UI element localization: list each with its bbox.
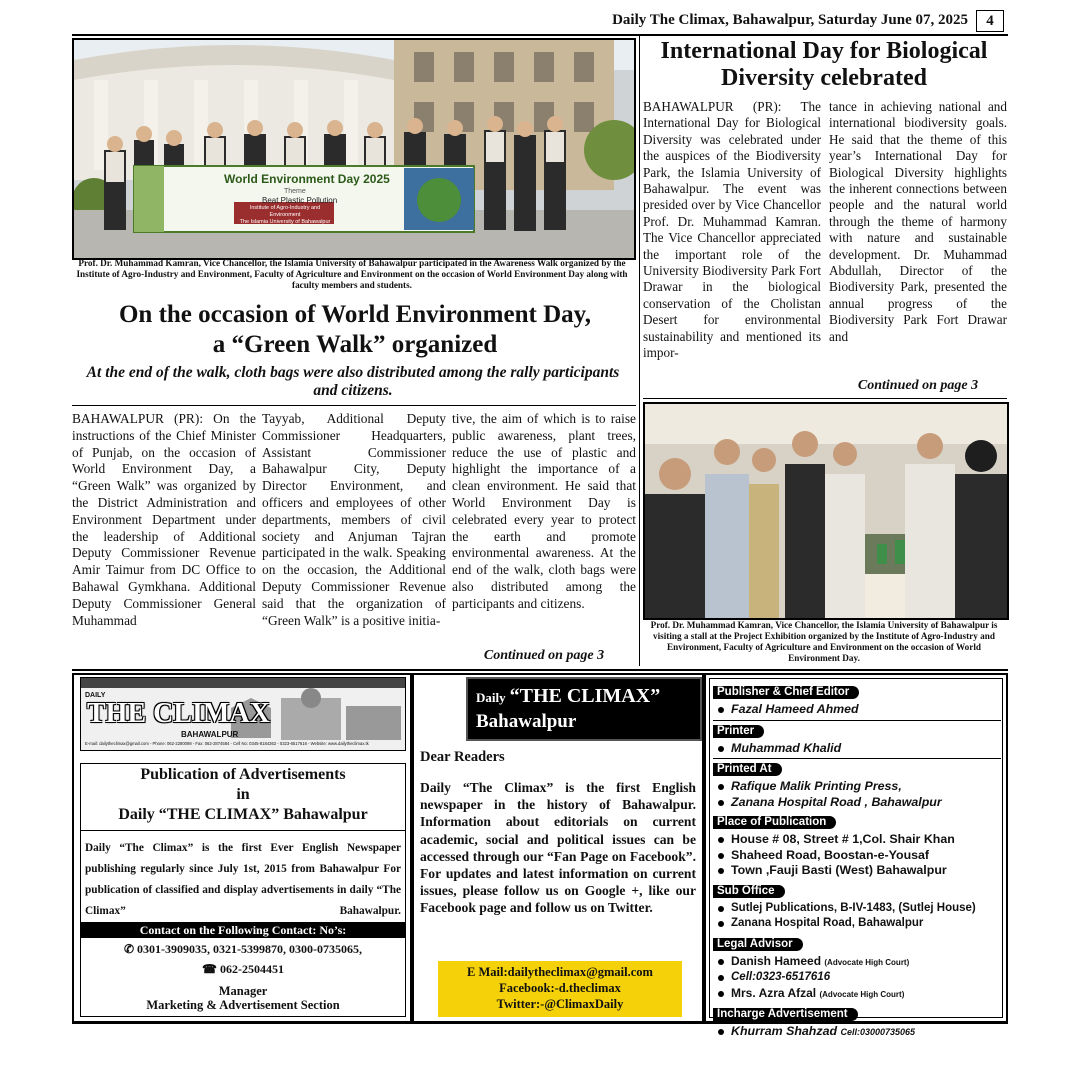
legal-advisor-1-cell: Cell:0323-6517616 (713, 970, 1001, 986)
story1-continued: Continued on page 3 (483, 648, 605, 663)
exhibition-photo (643, 402, 1009, 620)
readers-contact-box (438, 961, 682, 1017)
banner-theme: Beat Plastic Pollution (262, 196, 338, 205)
green-walk-photo-image (74, 40, 634, 258)
legal-advisor-2 (713, 986, 1001, 1003)
legal-advisor-1-name: Danish Hameed (731, 953, 822, 968)
logo-city: BAHAWALPUR (181, 730, 239, 739)
ad-inner-box (80, 763, 406, 1017)
imprint-content (713, 682, 1001, 1041)
story2-col1: BAHAWALPUR (PR): The International Day for Biological Diversity was celebrated under the auspices of the Biodiversity Park, the Islamia University of Bahawalpur. The event was presided over by Vice Chancellor Prof. Dr. Muhammad Kamran. The Vice Chancellor appreciated the important role of the University Biodiversity Park Fort Drawar in the biological conservation of the Cholistan Desert for environmental sustainability and mentioned its impor- (643, 99, 821, 361)
ad-contact-label: Contact on the Following Contact: No’s: (81, 922, 405, 938)
ad-manager: Manager (218, 984, 268, 998)
exhibition-photo-image (645, 404, 1007, 618)
label-incharge-ad (713, 1004, 1001, 1022)
story2-col2: tance in achieving national and international biodiversity goals. He said that the theme of this year’s International Day for Biological Diversity highlights the inherent connections between people and the natural world through the theme of harmony with nature and sustainable development. Dr. Muhammad Abdullah, Director of the Biodiversity Park, presented the annual progress of the Biodiversity Park Fort Drawar and (829, 99, 1007, 344)
printed-at-line2: Zanana Hospital Road , Bahawalpur (713, 795, 1001, 811)
ad-section: Marketing & Advertisement Section (146, 998, 340, 1012)
ad-landline (81, 962, 405, 977)
label-place-text: Place of Publication (713, 816, 836, 829)
ad-title-1: Publication of Advertisements (140, 766, 346, 783)
phone-icon: ✆ (123, 942, 138, 956)
publisher-name: Fazal Hameed Ahmed (713, 702, 1001, 718)
story1-col1: BAHAWALPUR (PR): On the instructions of the Chief Minister of Punjab, on the occasion of World Environment Day, a “Green Walk” was organized by the District Administration and Environment Department under the leadership of Additional Deputy Commissioner Revenue Amir Taimur from DC Office to Bahawal Gymkhana. Additional Deputy Commissioner General Muhammad (72, 411, 256, 628)
story1-col3: tive, the aim of which is to raise public awareness, plant trees, reduce the use of plastic and highlight the importance of a clean environment. He said that World Environment Day is celebrated every year to protect the earth and promote environmental awareness. At the end of the walk, cloth bags were also distributed among the participants and citizens. (452, 411, 636, 611)
story1-subhead: At the end of the walk, cloth bags were also distributed among the rally participants and citizens. (86, 364, 620, 399)
label-place (713, 812, 1001, 830)
label-publisher (713, 682, 1001, 700)
legal-advisor-1 (713, 954, 1001, 971)
logo-contacts: E-mail: dailytheclimax@gmail.com - Phone: 062-2280098 - Fax: 062-2874584 - Cell No: 0345-8184362 - 0323-6517616 - Website: www.dailytheclimax.tk (85, 741, 369, 746)
ad-body: Daily “The Climax” is the first Ever English Newspaper publishing regularly since July 1st, 2015 from Bahawalpur For publication of classified and display advertisements in daily “The Climax” Bahawalpur. (85, 842, 401, 917)
banner-org: Institute of Agro-Industry and Environment The Islamia University of Bahawalpur (239, 205, 331, 225)
incharge-ad (713, 1024, 1001, 1041)
green-walk-caption: Prof. Dr. Muhammad Kamran, Vice Chancellor, the Islamia University of Bahawalpur participated in the Awareness Walk organized by the Institute of Agro-Industry and Environment, Faculty of Agriculture and Environment on the occasion of World Environment Day along with faculty members and students. (76, 258, 628, 290)
green-walk-photo (72, 38, 636, 260)
readers-logo-daily: Daily (476, 690, 506, 705)
label-printer-text: Printer (713, 725, 764, 738)
page-number: 4 (976, 10, 1004, 32)
label-printer (713, 721, 1001, 739)
readers-greeting: Dear Readers (420, 749, 505, 765)
climax-logo-banner (80, 677, 406, 751)
legal-advisor-2-note: (Advocate High Court) (819, 989, 905, 999)
page-bottom-rule (72, 1022, 1008, 1024)
label-printed-at-text: Printed At (713, 763, 782, 776)
story2-rule (643, 398, 1007, 399)
readers-twitter[interactable]: Twitter:-@ClimaxDaily (496, 997, 624, 1011)
advertisement-box (72, 673, 412, 1023)
sub-office-line2: Zanana Hospital Road, Bahawalpur (713, 916, 1001, 932)
logo-title: THE CLIMAX (87, 698, 270, 729)
story1-headline: On the occasion of World Environment Day, a “Green Walk” organized (118, 301, 592, 358)
label-sub-office-text: Sub Office (713, 885, 785, 898)
label-incharge-ad-text: Incharge Advertisement (713, 1008, 858, 1021)
ad-phones-text: 0301-3909035, 0321-5399870, 0300-0735065, (137, 942, 363, 956)
label-sub-office (713, 881, 1001, 899)
printed-at-line1: Rafique Malik Printing Press, (713, 779, 1001, 795)
bottom-rule (72, 669, 1008, 671)
printer-name: Muhammad Khalid (713, 741, 1001, 757)
readers-box (412, 673, 704, 1023)
ad-title-3: Daily “THE CLIMAX” Bahawalpur (118, 806, 368, 823)
telephone-icon: ☎ (202, 962, 220, 976)
label-legal-advisor-text: Legal Advisor (713, 938, 803, 951)
readers-facebook[interactable]: Facebook:-d.theclimax (499, 981, 621, 995)
ad-phones (81, 942, 405, 957)
imprint-box (704, 673, 1008, 1038)
ad-title-rule (81, 830, 405, 831)
sub-office-line1: Sutlej Publications, B-IV-1483, (Sutlej House) (713, 901, 1001, 917)
place-line2: Shaheed Road, Boostan-e-Yousaf (713, 848, 1001, 864)
readers-logo (466, 677, 702, 741)
story2-continued: Continued on page 3 (857, 378, 979, 393)
legal-advisor-2-name: Mrs. Azra Afzal (731, 985, 817, 1000)
readers-email[interactable]: E Mail:dailytheclimax@gmail.com (467, 965, 653, 979)
ad-landline-text: 062-2504451 (219, 962, 284, 976)
place-line1: House # 08, Street # 1,Col. Shair Khan (713, 832, 1001, 848)
readers-logo-title: “THE CLIMAX” (509, 685, 661, 707)
place-line3: Town ,Fauji Basti (West) Bahawalpur (713, 863, 1001, 879)
readers-logo-city: Bahawalpur (476, 711, 577, 732)
masthead-text: Daily The Climax, Bahawalpur, Saturday June 07, 2025 (612, 12, 968, 28)
story2-headline: International Day for Biological Diversity celebrated (660, 38, 988, 91)
banner-theme-label: Theme (284, 188, 306, 195)
banner-title: World Environment Day 2025 (224, 172, 390, 186)
imprint-inner (709, 678, 1003, 1038)
legal-advisor-1-note: (Advocate High Court) (824, 957, 910, 967)
incharge-ad-cell: Cell:03000735065 (840, 1027, 916, 1037)
readers-logo-line1 (476, 685, 660, 708)
ad-title-2: in (236, 786, 250, 803)
exhibition-caption: Prof. Dr. Muhammad Kamran, Vice Chancellor, the Islamia University of Bahawalpur is visiting a stall at the Project Exhibition organized by the Institute of Agro-Industry and Environment, Faculty of Agriculture and Environment on the occasion of World Environment Day. (650, 620, 998, 663)
incharge-ad-name: Khurram Shahzad (731, 1024, 838, 1038)
masthead (72, 10, 1008, 36)
story1-rule (72, 405, 636, 406)
logo-daily: DAILY (85, 692, 106, 699)
column-divider (639, 36, 640, 666)
label-legal-advisor (713, 934, 1001, 952)
label-printed-at (713, 759, 1001, 777)
story1-col2: Tayyab, Additional Deputy Commissioner Headquarters, Assistant Commissioner Bahawalpur City, Deputy Director Environment, and officers and employees of other departments, members of civil society and Anjuman Tajran participated in the walk. Speaking on the occasion, the Additional Deputy Commissioner Revenue said that the organization of “Green Walk” is a positive initia- (262, 411, 446, 628)
readers-body: Daily “The Climax” is the first English newspaper in the history of Bahawalpur. Information about editorials on current academic, social and political issues can be accessed through our “Fan Page on Facebook”. For updates and latest information on current issues, please follow us on Google +, like our Facebook page and follow us on Twitter. (420, 780, 696, 916)
label-publisher-text: Publisher & Chief Editor (713, 686, 859, 699)
